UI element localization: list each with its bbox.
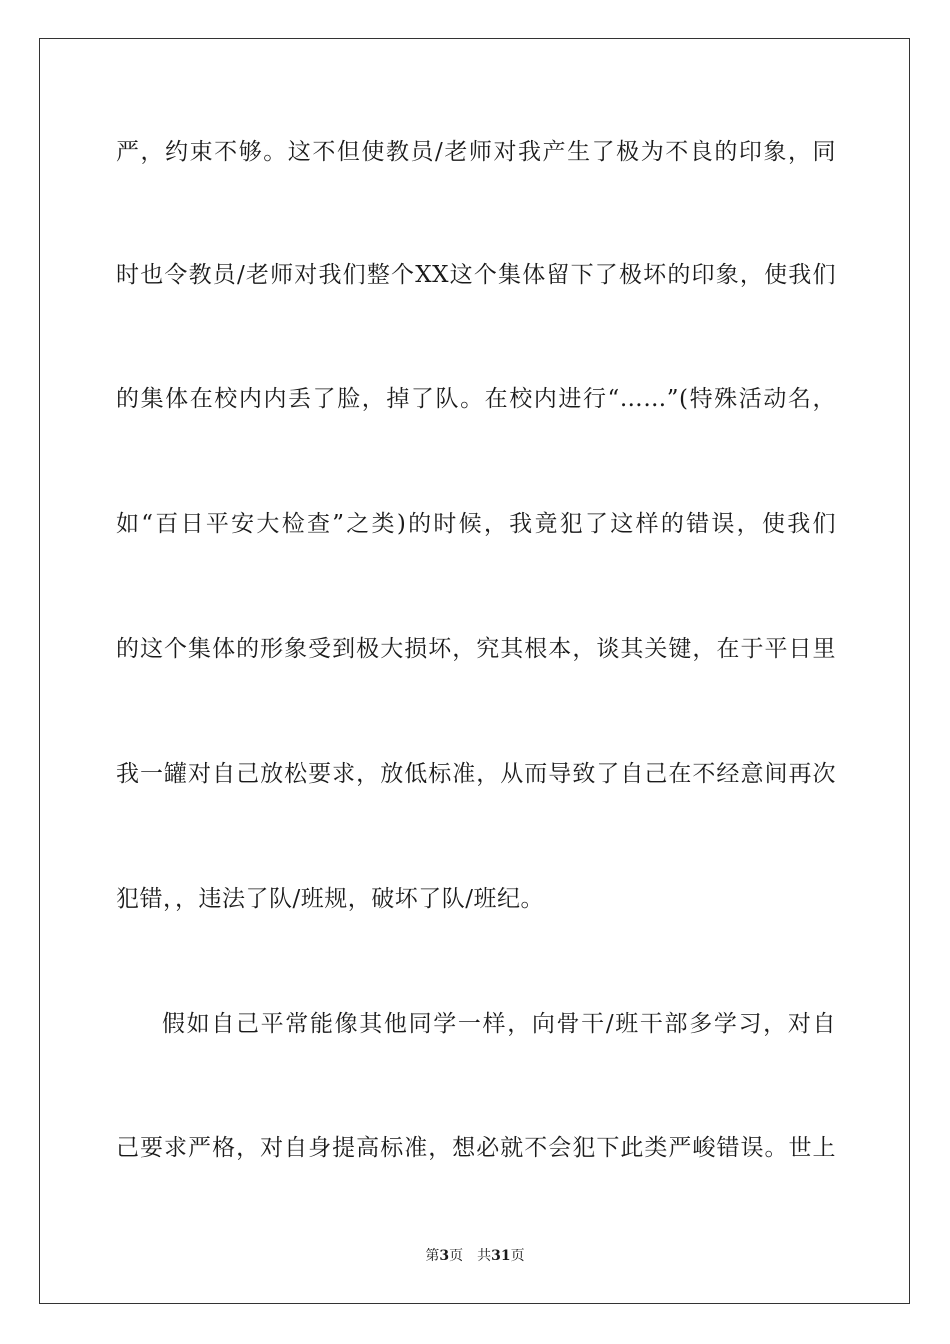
page-border: [39, 38, 910, 1304]
body-text-line-9: 己要求严格，对自身提高标准，想必就不会犯下此类严峻错误。世上: [116, 1135, 836, 1161]
page-suffix: 页: [510, 1248, 525, 1264]
body-text-line-8: 假如自己平常能像其他同学一样，向骨干/班干部多学习，对自: [162, 1011, 836, 1037]
body-text-line-7: 犯错，，违法了队/班规，破坏了队/班纪。: [116, 886, 544, 912]
page-separator: 页 共: [449, 1248, 492, 1264]
body-text-line-5: 的这个集体的形象受到极大损坏，究其根本，谈其关键，在于平日里: [116, 636, 836, 662]
body-text-line-4: 如“百日平安大检查”之类)的时候，我竟犯了这样的错误，使我们: [116, 511, 836, 537]
body-text-line-2: 时也令教员/老师对我们整个XX这个集体留下了极坏的印象，使我们: [116, 262, 836, 288]
page-prefix: 第: [425, 1248, 440, 1264]
body-text-line-1: 严，约束不够。这不但使教员/老师对我产生了极为不良的印象，同: [116, 139, 836, 165]
total-page-count: 31: [491, 1248, 511, 1264]
body-text-line-6: 我一罐对自己放松要求，放低标准，从而导致了自己在不经意间再次: [116, 761, 836, 787]
body-text-line-3: 的集体在校内内丢了脸，掉了队。在校内进行“……”(特殊活动名，: [116, 386, 836, 412]
current-page-number: 3: [439, 1248, 450, 1264]
page-number-footer: [0, 1247, 950, 1265]
